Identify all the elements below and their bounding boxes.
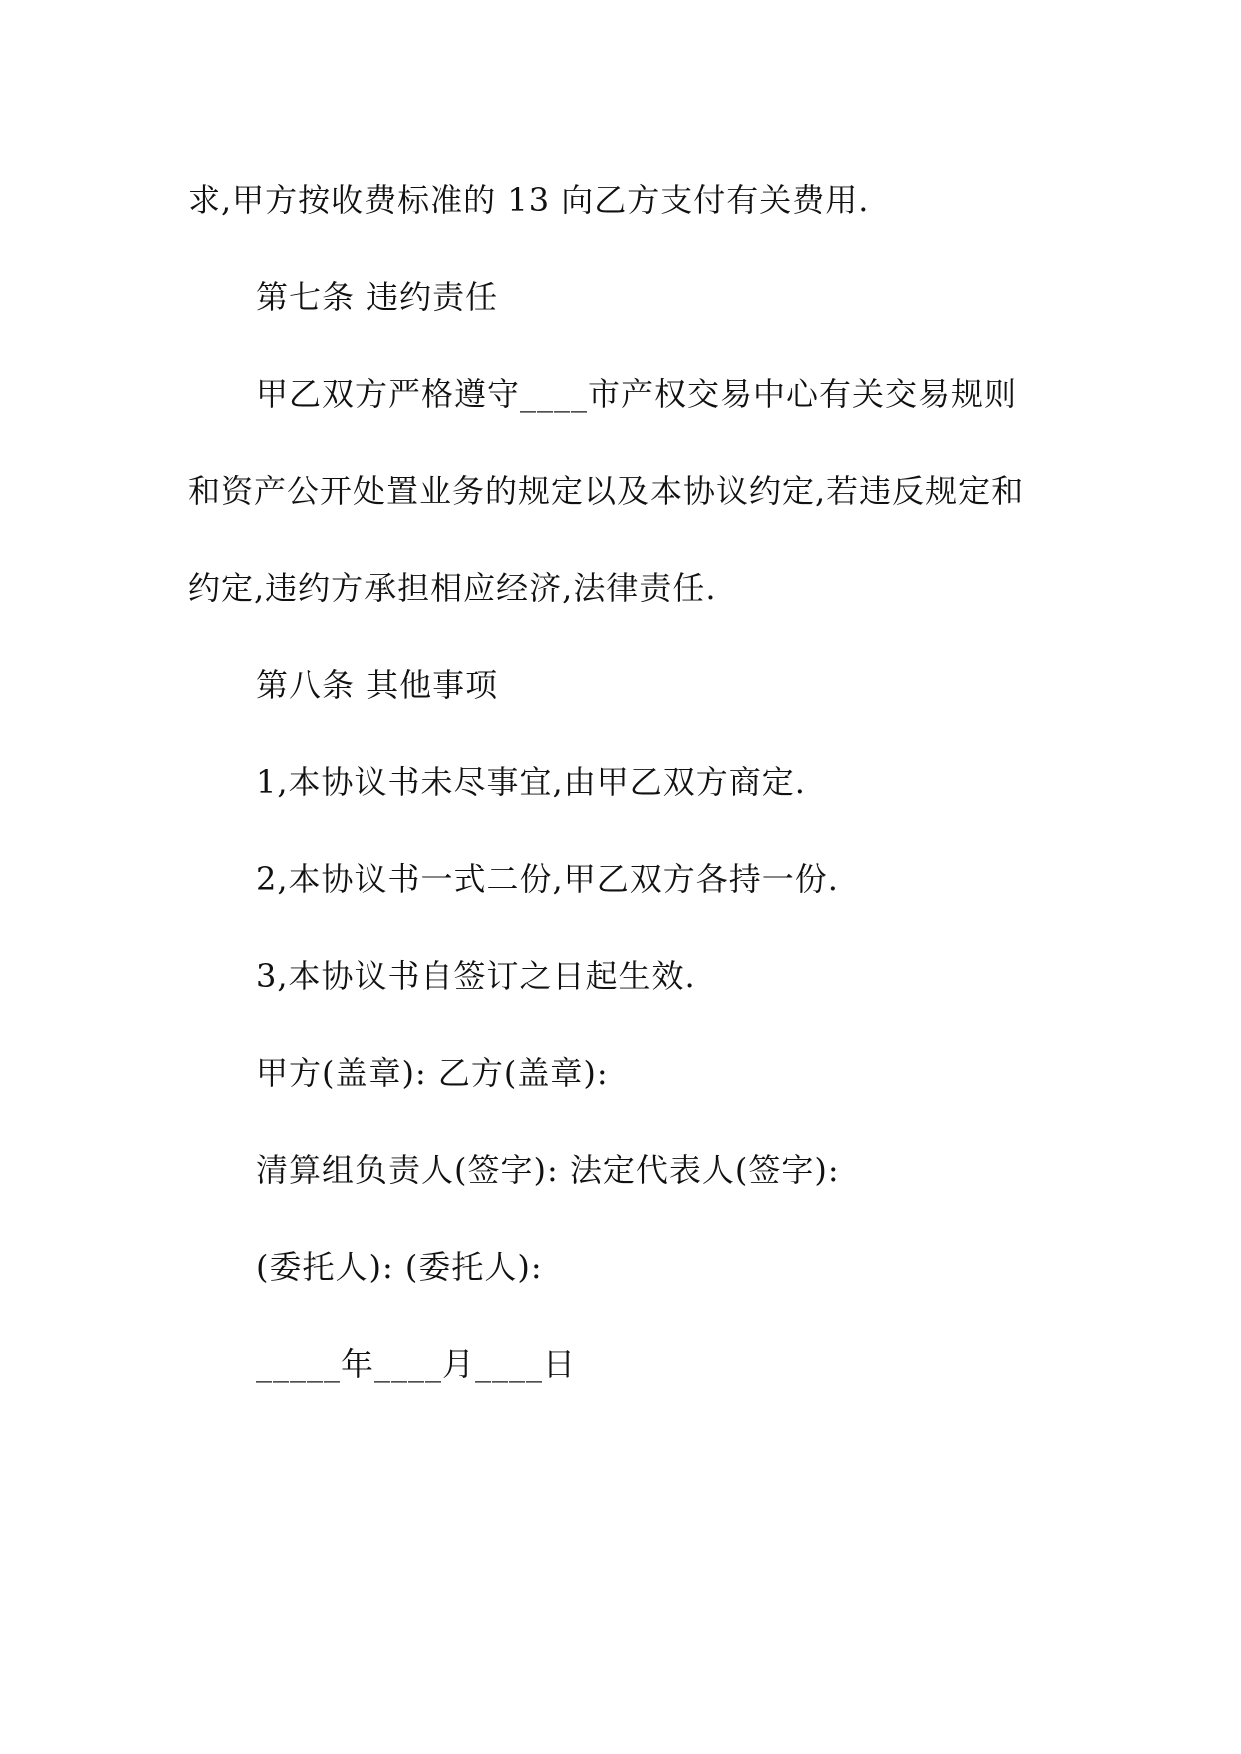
delegate-line: (委托人): (委托人): (256, 1248, 543, 1286)
list-item: 1,本协议书未尽事宜,由甲乙双方商定. (256, 763, 806, 801)
seal-line: 甲方(盖章): 乙方(盖章): (256, 1054, 609, 1092)
paragraph-continuation: 求,甲方按收费标准的 13 向乙方支付有关费用. (188, 181, 870, 219)
paragraph-line: 约定,违约方承担相应经济,法律责任. (188, 569, 717, 607)
signature-line: 清算组负责人(签字): 法定代表人(签字): (256, 1151, 840, 1189)
list-item: 2,本协议书一式二份,甲乙双方各持一份. (256, 860, 839, 898)
paragraph-line: 甲乙双方严格遵守____市产权交易中心有关交易规则 (256, 375, 1018, 413)
article-seven-heading: 第七条 违约责任 (256, 278, 499, 316)
list-item: 3,本协议书自签订之日起生效. (256, 957, 696, 995)
article-eight-heading: 第八条 其他事项 (256, 666, 499, 704)
date-line: _____年____月____日 (256, 1345, 577, 1383)
paragraph-line: 和资产公开处置业务的规定以及本协议约定,若违反规定和 (188, 472, 1025, 510)
